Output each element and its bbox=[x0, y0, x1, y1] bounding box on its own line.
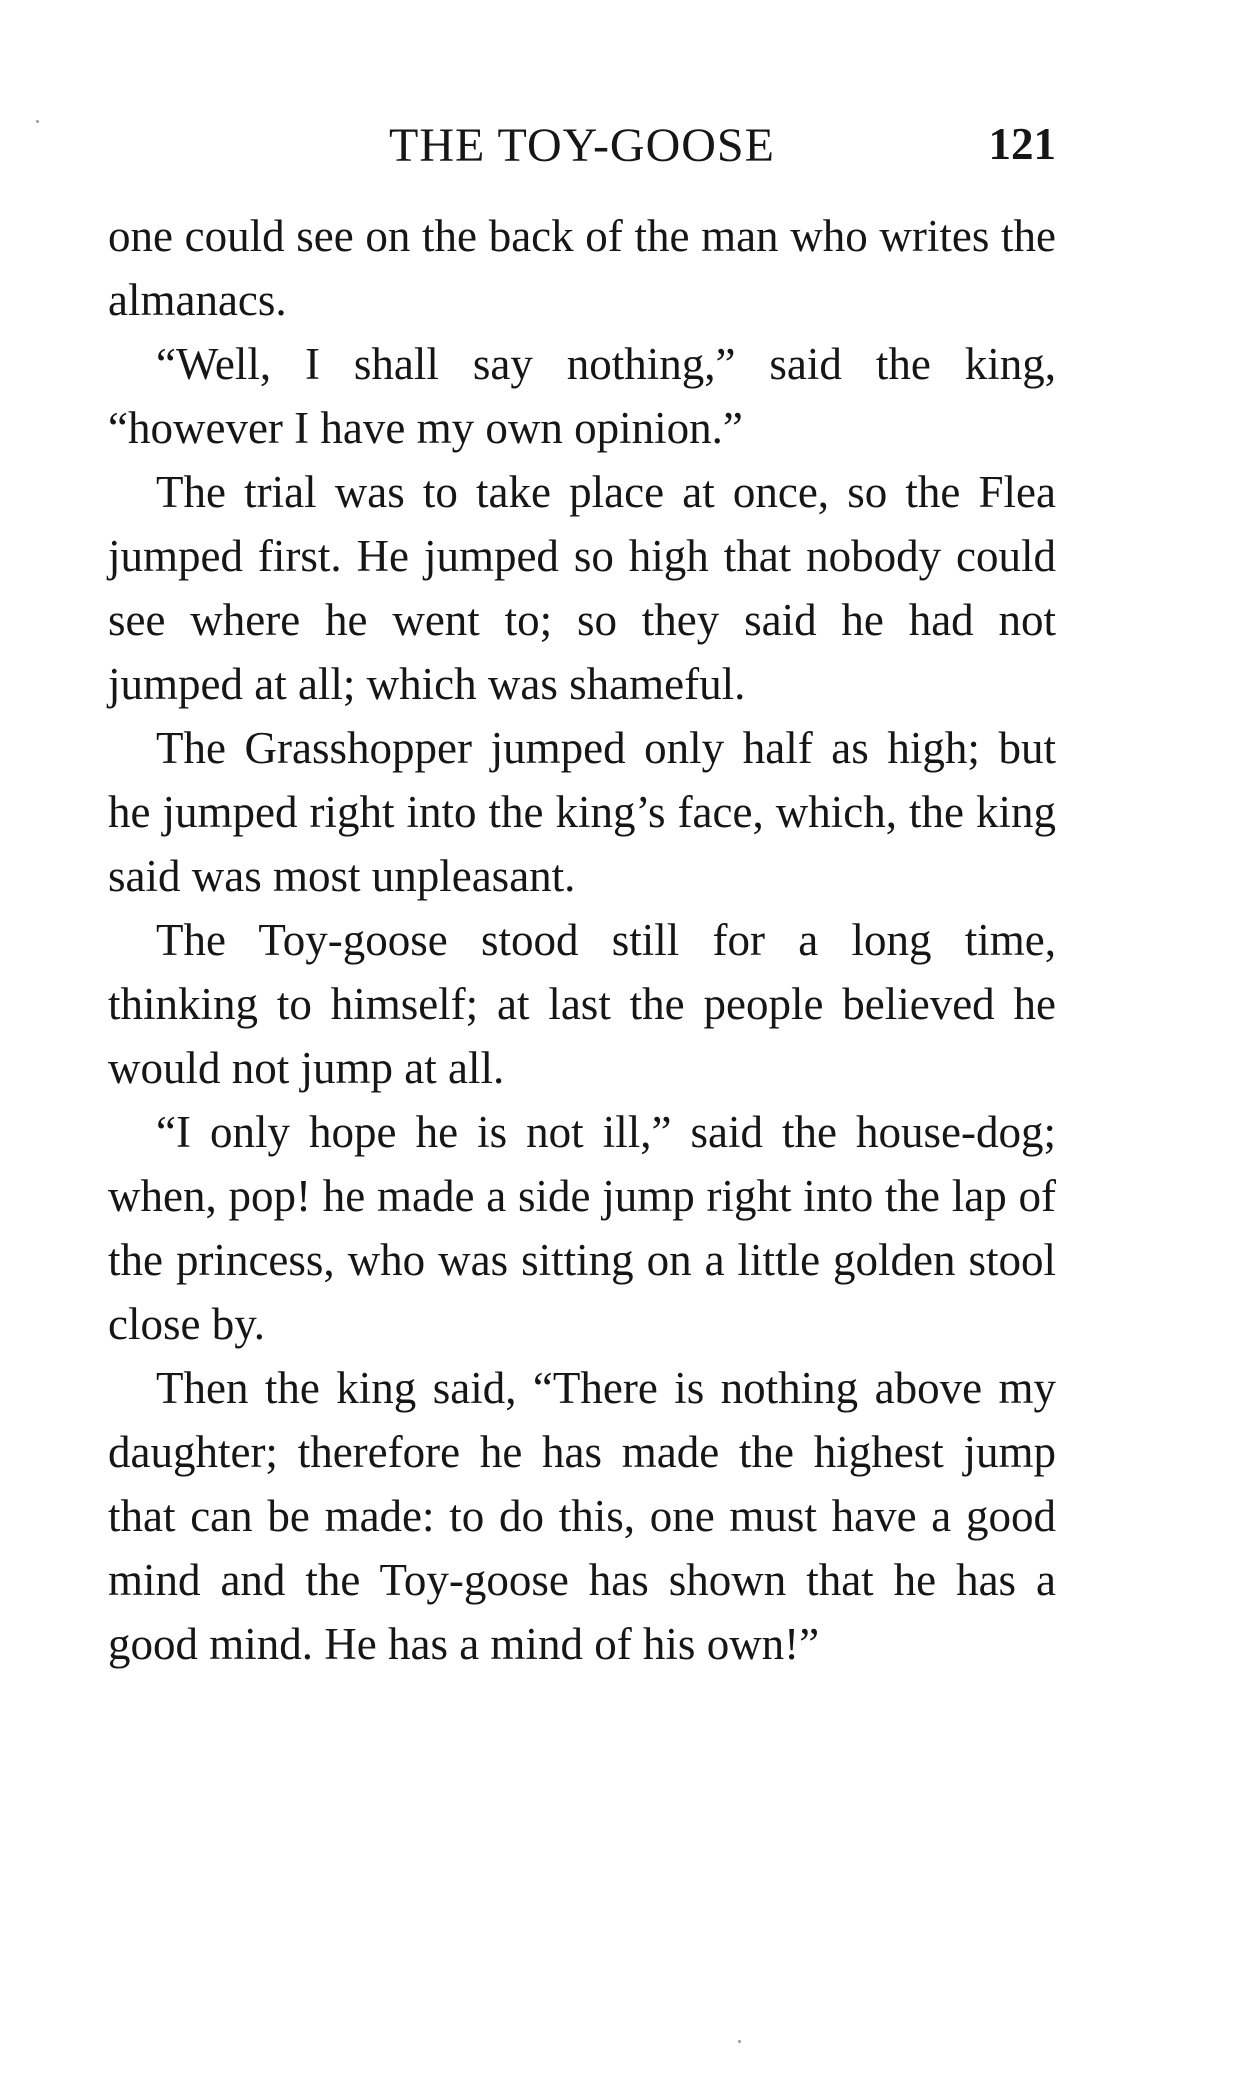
paragraph: one could see on the back of the man who writes the almanacs. bbox=[108, 211, 1056, 325]
paper-speck bbox=[738, 2040, 741, 2043]
paragraph: The Toy-goose stood still for a long time, thinking to himself; at last the people believed he would not jump at all. bbox=[108, 915, 1056, 1093]
page-number: 121 bbox=[988, 119, 1056, 169]
paragraph: “Well, I shall say nothing,” said the king, “however I have my own opinion.” bbox=[108, 339, 1056, 453]
paragraph: “I only hope he is not ill,” said the house-dog; when, pop! he made a side jump right into the lap of the princess, who was sitting on a little golden stool close by. bbox=[108, 1107, 1056, 1349]
paragraph: The Grasshopper jumped only half as high; but he jumped right into the king’s face, which, the king said was most unpleasant. bbox=[108, 723, 1056, 901]
body-text bbox=[108, 204, 1056, 1676]
page-header bbox=[108, 118, 1056, 178]
running-head: THE TOY-GOOSE bbox=[389, 119, 775, 172]
paper-speck bbox=[36, 120, 39, 123]
paragraph: Then the king said, “There is nothing above my daughter; therefore he has made the highest jump that can be made: to do this, one must have a good mind and the Toy-goose has shown that he has a good mind. He has a mind of his own!” bbox=[108, 1363, 1056, 1669]
paragraph: The trial was to take place at once, so the Flea jumped first. He jumped so high that nobody could see where he went to; so they said he had not jumped at all; which was shameful. bbox=[108, 467, 1056, 709]
